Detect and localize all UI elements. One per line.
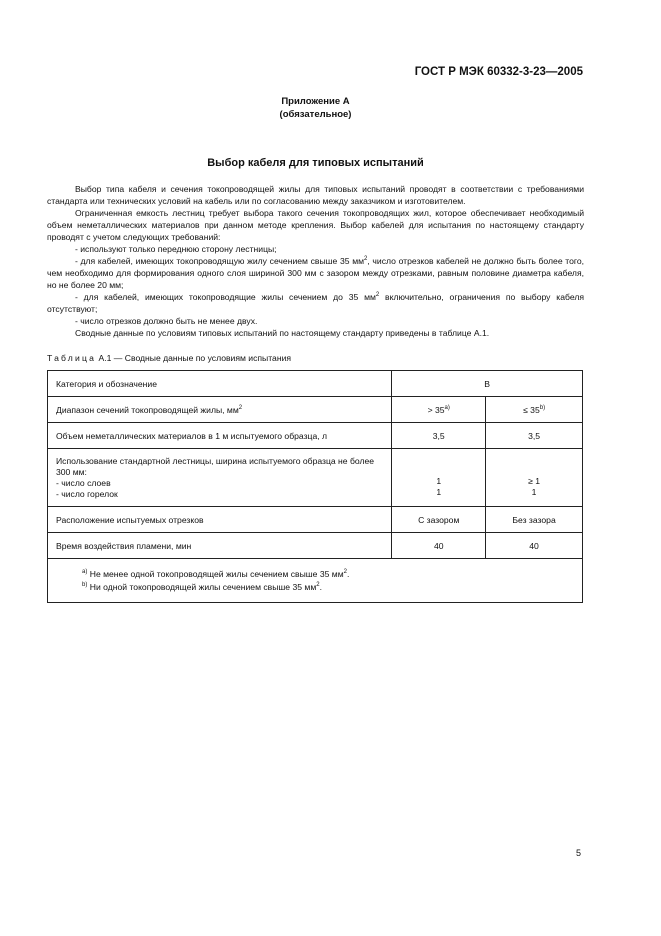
footnote-text: . — [319, 581, 322, 592]
annex-title: Приложение А — [281, 96, 350, 107]
list-item-text: - для кабелей, имеющих токопроводящие жилы сечением до 35 мм — [75, 292, 376, 302]
superscript: 2 — [238, 404, 243, 411]
table-cell: Время воздействия пламени, мин — [48, 533, 392, 559]
table-cell: Категория и обозначение — [48, 371, 392, 397]
table-cell — [392, 449, 486, 507]
paragraph: Выбор типа кабеля и сечения токопроводящей жилы для типовых испытаний проводят в соответствии с требованиями стандарта или технических условий на кабель или по согласованию между заказчиком и изготовителем. — [47, 184, 584, 206]
table-cell — [486, 449, 583, 507]
page-number: 5 — [576, 848, 582, 858]
cell-text: Использование стандартной лестницы, ширина испытуемого образца не более 300 мм: — [56, 455, 375, 477]
cell-text: 1 — [436, 476, 442, 486]
superscript: 2 — [364, 256, 368, 263]
table-cell — [48, 397, 392, 423]
cell-text: 1 — [436, 487, 442, 497]
table-caption — [47, 353, 291, 363]
cell-text: - число горелок — [56, 488, 118, 499]
superscript: 2 — [316, 581, 320, 588]
list-item — [47, 291, 584, 315]
superscript: 2 — [343, 568, 347, 575]
cell-text: ≥ 1 — [528, 476, 541, 486]
table-caption-text: А.1 — Сводные данные по условиям испытания — [96, 353, 292, 363]
table-caption-label: Таблица — [47, 353, 97, 363]
footnote-text: . — [346, 568, 350, 579]
annex-title-block — [0, 95, 631, 121]
table-row — [48, 559, 583, 603]
table-cell: 3,5 — [392, 423, 486, 449]
paragraph: Сводные данные по условиям типовых испытаний по настоящему стандарту приведены в таблице А.1. — [75, 328, 490, 338]
list-item: - число отрезков должно быть не менее двух. — [75, 316, 258, 326]
table-cell: Расположение испытуемых отрезков — [48, 507, 392, 533]
table-cell — [486, 397, 583, 423]
body-text — [47, 183, 584, 339]
list-item-text: включительно, ограничения по выбору кабеля отсутствуют; — [47, 292, 584, 314]
table-row — [48, 397, 583, 423]
table-row — [48, 507, 583, 533]
superscript: 2 — [375, 292, 380, 299]
table-cell: Объем неметаллических материалов в 1 м испытуемого образца, л — [48, 423, 392, 449]
cell-text: ≤ 35 — [523, 404, 540, 415]
table-cell: 40 — [392, 533, 486, 559]
list-item-text: , число отрезков кабелей не должно быть более того, чем необходимо для формирования одного слоя шириной 300 мм с зазором между отрезками, равным половине диаметра кабеля, но не более 20 мм; — [47, 256, 584, 290]
cell-text: > 35 — [427, 404, 445, 415]
paragraph: Ограниченная емкость лестниц требует выбора такого сечения токопроводящих жил, которое обеспечивает необходимый объем неметаллических материалов при данном методе крепления. Выбор кабелей для испытания по настоящему стандарту проводят с учетом следующих требований: — [47, 208, 584, 242]
cell-text: Диапазон сечений токопроводящей жилы, мм — [56, 404, 239, 415]
footnote-text: Не менее одной токопроводящей жилы сечением свыше 35 мм — [87, 568, 344, 579]
table-row — [48, 533, 583, 559]
list-item — [47, 255, 584, 291]
table-footnotes — [48, 559, 583, 603]
table-row — [48, 371, 583, 397]
list-item: - используют только переднюю сторону лестницы; — [75, 244, 277, 254]
annex-status: (обязательное) — [279, 109, 352, 120]
footnote-text: Ни одной токопроводящей жилы сечением свыше 35 мм — [87, 581, 317, 592]
footnote — [82, 581, 582, 594]
footnote-mark: a) — [82, 568, 88, 575]
conditions-table — [47, 370, 583, 603]
table-cell: B — [392, 371, 583, 397]
footnote — [82, 568, 582, 581]
cell-text: - число слоев — [56, 477, 111, 488]
table-cell: 3,5 — [486, 423, 583, 449]
list-item-text: - для кабелей, имеющих токопроводящую жилу сечением свыше 35 мм — [75, 256, 365, 266]
table-cell — [48, 449, 392, 507]
table-cell: 40 — [486, 533, 583, 559]
table-cell: С зазором — [392, 507, 486, 533]
standard-code: ГОСТ Р МЭК 60332-3-23—2005 — [414, 66, 583, 78]
table-cell: Без зазора — [486, 507, 583, 533]
table-cell — [392, 397, 486, 423]
cell-text: 1 — [531, 487, 537, 497]
footnote-mark: a) — [444, 404, 450, 411]
footnote-mark: b) — [82, 581, 88, 588]
table-row — [48, 423, 583, 449]
table-row — [48, 449, 583, 507]
footnote-mark: b) — [539, 404, 546, 411]
section-heading: Выбор кабеля для типовых испытаний — [207, 157, 424, 169]
